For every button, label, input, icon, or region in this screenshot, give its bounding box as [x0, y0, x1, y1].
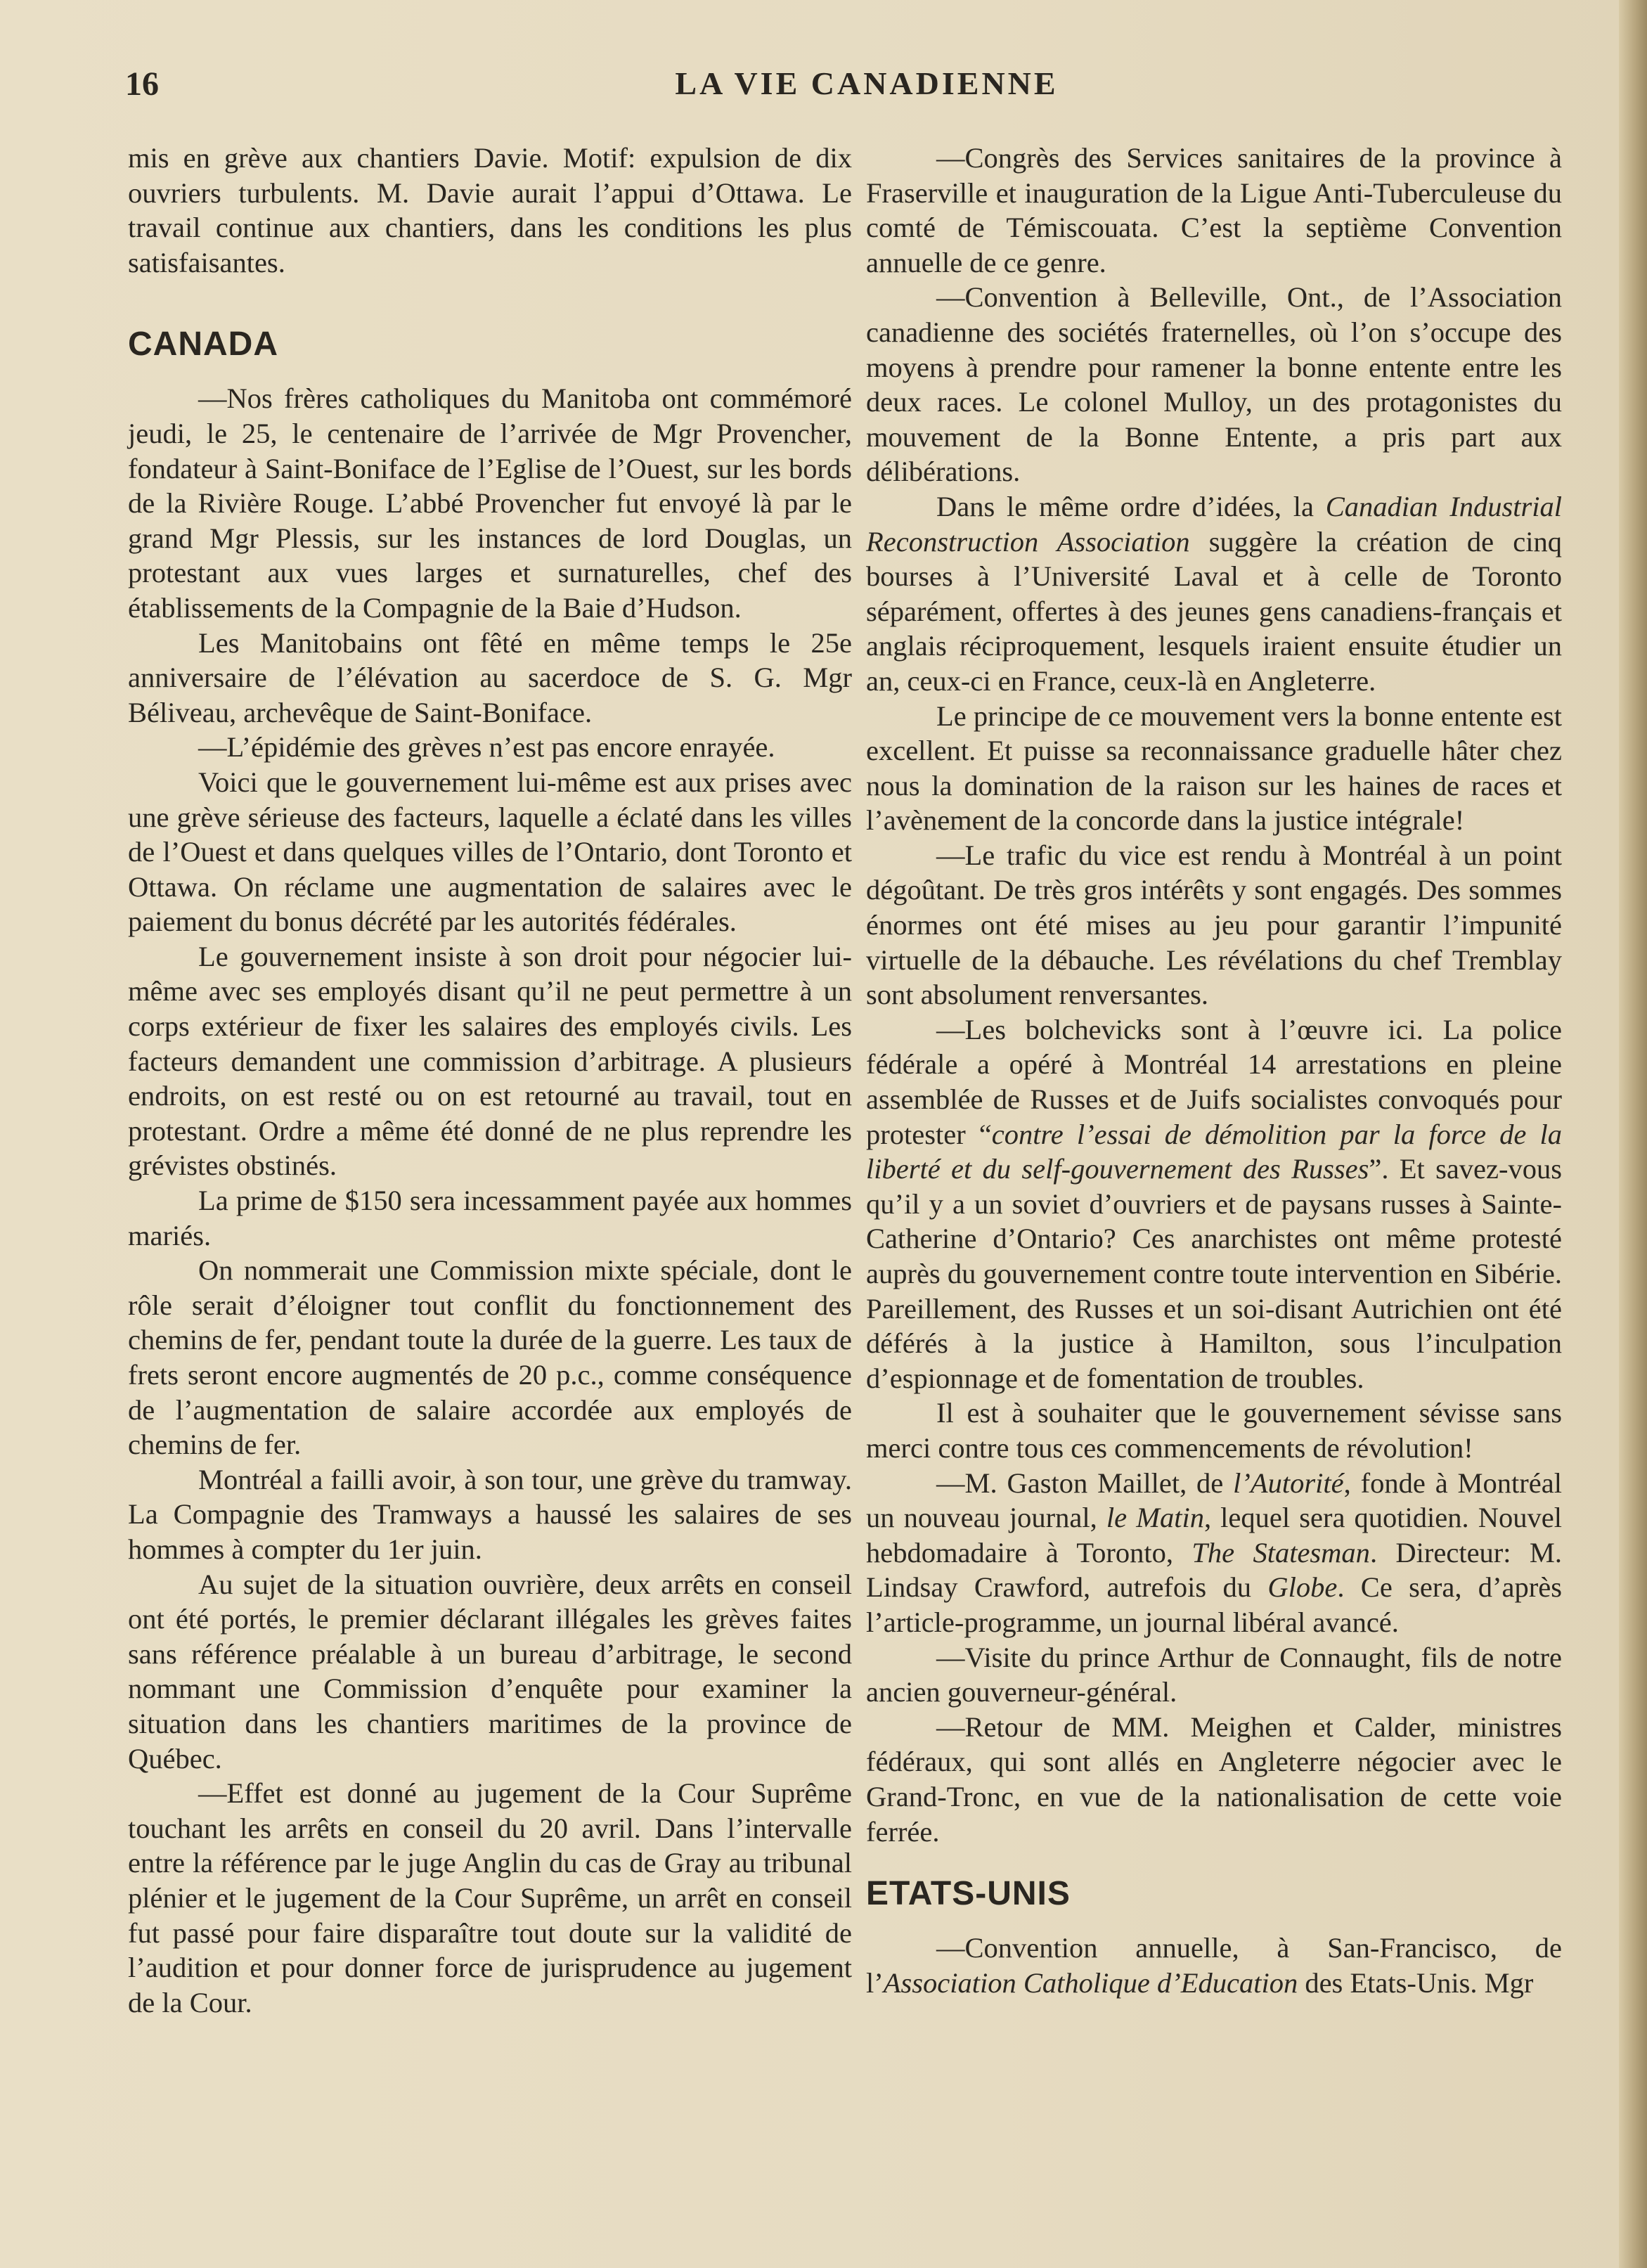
section-heading-canada: CANADA: [128, 326, 278, 363]
left-column: [128, 141, 852, 2020]
text-run: suggère la création de cinq bourses à l’Université Laval et à celle de Toronto séparément, offertes à des jeunes gens canadiens-français et anglais réciproquement, lesquels iraient ensuite étudier un an, ceux-ci en France, ceux-là en Angleterre.: [866, 525, 1562, 697]
italic-run: le Matin: [1106, 1502, 1204, 1534]
paragraph: —Nos frères catholiques du Manitoba ont commémoré jeudi, le 25, le centenaire de l’arrivée de Mgr Provencher, fondateur à Saint-Boniface de l’Eglise de l’Ouest, sur les bords de la Rivière Rouge. L’abbé Provencher fut envoyé là par le grand Mgr Plessis, sur les instances de lord Douglas, un protestant aux vues larges et surnaturelles, chef des établissements de la Compagnie de la Baie d’Hudson.: [128, 382, 852, 624]
italic-run: Canadian Industrial Reconstruction Association: [866, 490, 1562, 558]
italic-run: l’Autorité: [1233, 1467, 1344, 1499]
paragraph: On nommerait une Commission mixte spéciale, dont le rôle serait d’éloigner tout conflit du fonctionnement des chemins de fer, pendant toute la durée de la guerre. Les taux de frets seront encore augmentés de 20 p.c., comme conséquence de l’augmentation de salaire accordée aux employés de chemins de fer.: [128, 1254, 852, 1461]
text-run: , lequel sera quotidien. Nouvel hebdomadaire à Toronto,: [866, 1502, 1562, 1568]
paragraph: —Retour de MM. Meighen et Calder, ministres fédéraux, qui sont allés en Angleterre négocier avec le Grand-Tronc, en vue de la nationalisation de cette voie ferrée.: [866, 1710, 1562, 1848]
paragraph: [866, 1931, 1562, 2000]
text-run: Dans le même ordre d’idées, la: [936, 490, 1326, 522]
paragraph: Le principe de ce mouvement vers la bonne entente est excellent. Et puisse sa reconnaissance graduelle hâter chez nous la domination de la raison sur les haines de races et l’avènement de la concorde dans la justice intégrale!: [866, 700, 1562, 837]
text-run: ”. Et savez-vous qu’il y a un soviet d’ouvriers et de paysans russes à Sainte-Catherine d’Ontario? Ces anarchistes ont même protesté auprès du gouvernement contre toute intervention en Sibérie. Pareillement, des Russes et un soi-disant Autrichien ont été déférés à la justice à Hamilton, sous l’inculpation d’espionnage et de fomentation de troubles.: [866, 1153, 1562, 1394]
italic-run: The Statesman: [1191, 1536, 1370, 1568]
paragraph: Au sujet de la situation ouvrière, deux arrêts en conseil ont été portés, le premier déclarant illégales les grèves faites sans référence préalable à un bureau d’arbitrage, le second nommant une Commission d’enquête pour examiner la situation dans les chantiers maritimes de la province de Québec.: [128, 1568, 852, 1774]
page-number: 16: [125, 65, 159, 103]
page-spine-edge: [1619, 0, 1647, 2268]
paragraph: —Congrès des Services sanitaires de la province à Fraserville et inauguration de la Ligue Anti-Tuberculeuse du comté de Témiscouata. C’est la septième Convention annuelle de ce genre.: [866, 142, 1562, 278]
paragraph: [866, 489, 1562, 699]
text-run: des Etats-Unis. Mgr: [1298, 1966, 1534, 1999]
paragraph: mis en grève aux chantiers Davie. Motif: expulsion de dix ouvriers turbulents. M. Davie aurait l’appui d’Ottawa. Le travail continue aux chantiers, dans les conditions les plus satisfaisantes.: [128, 142, 852, 278]
paragraph: —Visite du prince Arthur de Connaught, fils de notre ancien gouverneur-général.: [866, 1641, 1562, 1708]
paragraph: —Le trafic du vice est rendu à Montréal à un point dégoûtant. De très gros intérêts y sont engagés. Des sommes énormes ont été mises au jeu pour garantir l’impunité virtuelle de la débauche. Les révélations du chef Tremblay sont absolument renversantes.: [866, 839, 1562, 1011]
paragraph: Le gouvernement insiste à son droit pour négocier lui-même avec ses employés disant qu’il ne peut permettre à un corps extérieur de fixer les salaires des employés civils. Les facteurs demandent une commission d’arbitrage. A plusieurs endroits, on est resté ou on est retourné au travail, tout en protestant. Ordre a même été donné de ne plus reprendre les grévistes obstinés.: [128, 940, 852, 1182]
paragraph: Voici que le gouvernement lui-même est aux prises avec une grève sérieuse des facteurs, laquelle a éclaté dans les villes de l’Ouest et dans quelques villes de l’Ontario, dont Toronto et Ottawa. On réclame une augmentation de salaires avec le paiement du bonus décrété par les autorités fédérales.: [128, 766, 852, 938]
italic-run: Globe: [1267, 1571, 1338, 1604]
paragraph: Il est à souhaiter que le gouvernement sévisse sans merci contre tous ces commencements de révolution!: [866, 1397, 1562, 1464]
italic-run: Association Catholique d’Education: [883, 1966, 1298, 1999]
paragraph: [866, 1012, 1562, 1396]
text-run: —M. Gaston Maillet, de: [936, 1467, 1234, 1499]
paragraph: —Effet est donné au jugement de la Cour Suprême touchant les arrêts en conseil du 20 avril. Dans l’intervalle entre la référence par le juge Anglin du cas de Gray au tribunal plénier et le jugement de la Cour Suprême, un arrêt en conseil fut passé pour faire disparaître tout doute sur la validité de l’audition et pour donner force de jurisprudence au jugement de la Cour.: [128, 1777, 852, 2018]
italic-run: contre l’essai de démolition par la force de la liberté et du self-gouvernement des Russes: [866, 1118, 1562, 1185]
text-run: —Convention annuelle, à San-Francisco, de l’: [866, 1932, 1562, 1999]
paragraph: [866, 1466, 1562, 1640]
paragraph: La prime de $150 sera incessamment payée aux hommes mariés.: [128, 1185, 852, 1251]
text-run: , fonde à Montréal un nouveau journal,: [866, 1467, 1562, 1534]
paragraph: Les Manitobains ont fêté en même temps le 25e anniversaire de l’élévation au sacerdoce de S. G. Mgr Béliveau, archevêque de Saint-Boniface.: [128, 626, 852, 728]
text-run: . Ce sera, d’après l’article-programme, un journal libéral avancé.: [866, 1571, 1562, 1638]
paragraph: —Convention à Belleville, Ont., de l’Association canadienne des sociétés fraternelles, où l’on s’occupe des moyens à prendre pour ramener la bonne entente entre les deux races. Le colonel Mulloy, un des protagonistes du mouvement de la Bonne Entente, a pris part aux délibérations.: [866, 281, 1562, 488]
page-header: [125, 65, 1608, 114]
paragraph: —L’épidémie des grèves n’est pas encore enrayée.: [198, 731, 775, 763]
section-heading-etats-unis: ETATS-UNIS: [866, 1875, 1071, 1913]
text-run: —Les bolchevicks sont à l’œuvre ici. La police fédérale a opéré à Montréal 14 arrestations en pleine assemblée de Russes et de Juifs socialistes convoqués pour protester “: [866, 1013, 1562, 1150]
text-run: . Directeur: M. Lindsay Crawford, autrefois du: [866, 1536, 1562, 1604]
right-column: [866, 141, 1562, 2000]
running-title: LA VIE CANADIENNE: [675, 65, 1059, 101]
paragraph: Montréal a failli avoir, à son tour, une grève du tramway. La Compagnie des Tramways a haussé les salaires de ses hommes à compter du 1er juin.: [128, 1463, 852, 1565]
